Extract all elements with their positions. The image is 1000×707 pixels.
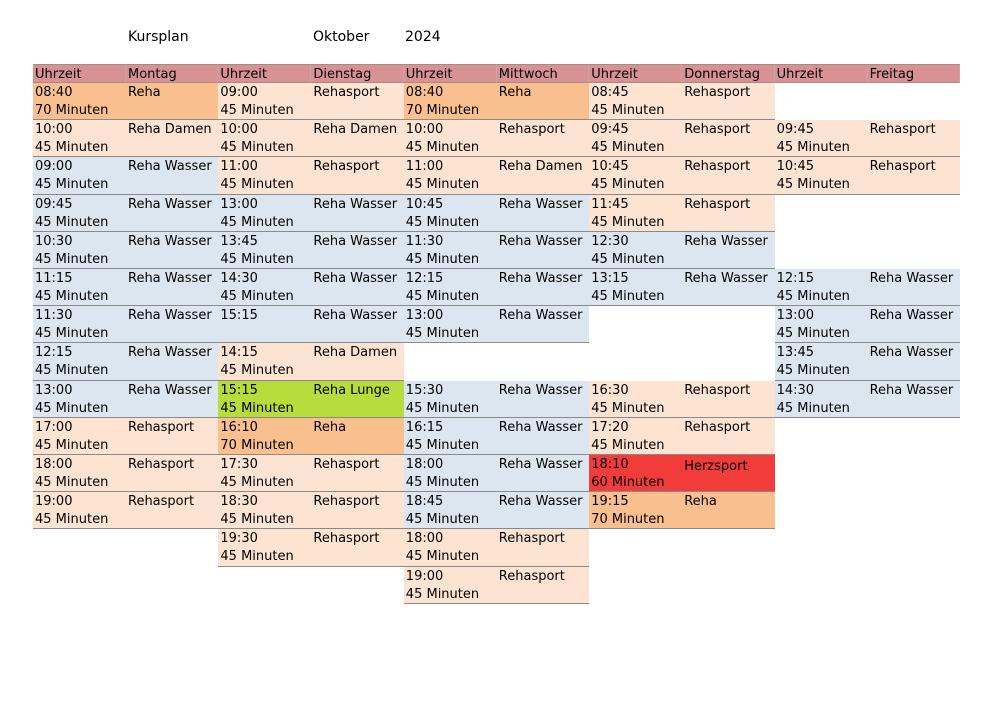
slot-time: 09:00 [35, 159, 73, 175]
slot-course-name: Reha Wasser [498, 271, 583, 286]
slot-time: 19:15 [591, 494, 629, 510]
slot-duration: 45 Minuten [591, 437, 665, 453]
slot-time: 19:00 [35, 494, 73, 510]
slot-time: 16:30 [591, 382, 629, 398]
slot-duration: 45 Minuten [776, 140, 850, 156]
slot-duration: 45 Minuten [405, 400, 480, 416]
slot-duration: 45 Minuten [35, 140, 109, 156]
slot-course-name: Reha Damen [498, 159, 583, 175]
slot-duration: 45 Minuten [220, 512, 294, 528]
slot-time: 10:00 [220, 122, 258, 138]
slot-duration: 45 Minuten [405, 326, 480, 342]
course-slot [218, 83, 403, 120]
slot-course-name: Rehasport [313, 494, 380, 510]
slot-duration: 45 Minuten [776, 177, 850, 193]
course-slot [589, 120, 774, 157]
slot-time: 10:30 [35, 233, 73, 249]
slot-course-name: Reha Wasser [498, 494, 583, 510]
slot-time: 13:00 [35, 382, 73, 398]
slot-time: 12:15 [405, 271, 444, 286]
slot-course-name: Reha Wasser [128, 308, 212, 324]
slot-duration: 45 Minuten [35, 512, 109, 528]
slot-time: 10:45 [776, 159, 815, 175]
column-header-time: Uhrzeit [33, 64, 126, 83]
slot-course-name: Reha Wasser [313, 196, 398, 212]
slot-time: 18:45 [405, 494, 444, 510]
slot-time: 10:45 [405, 196, 444, 212]
slot-duration: 45 Minuten [35, 177, 109, 193]
slot-duration: 45 Minuten [220, 475, 294, 490]
slot-time: 13:45 [776, 345, 815, 361]
course-slot [589, 381, 774, 418]
course-slot [589, 418, 774, 455]
course-slot [33, 418, 218, 455]
slot-course-name: Reha [128, 85, 161, 100]
page-title: Kursplan [128, 29, 189, 45]
slot-duration: 45 Minuten [220, 214, 294, 230]
course-slot [404, 455, 589, 492]
slot-course-name: Rehasport [684, 382, 751, 398]
slot-course-name: Reha Wasser [128, 345, 212, 361]
slot-course-name: Reha [313, 419, 347, 435]
slot-duration: 45 Minuten [405, 251, 480, 267]
slot-time: 10:45 [591, 159, 629, 175]
slot-course-name: Reha Lunge [313, 382, 390, 398]
slot-course-name: Reha Wasser [313, 271, 398, 286]
slot-course-name: Rehasport [869, 159, 936, 175]
slot-duration: 70 Minuten [35, 103, 109, 118]
course-slot [404, 567, 589, 604]
slot-duration: 45 Minuten [591, 140, 665, 156]
slot-duration: 45 Minuten [220, 251, 294, 267]
slot-course-name: Reha Wasser [869, 345, 954, 361]
slot-course-name: Rehasport [684, 122, 751, 138]
slot-time: 13:45 [220, 233, 258, 249]
slot-duration: 45 Minuten [35, 289, 109, 304]
slot-course-name: Reha Wasser [684, 233, 768, 249]
slot-time: 14:30 [776, 382, 815, 398]
slot-duration: 70 Minuten [220, 437, 294, 453]
slot-time: 14:15 [220, 345, 258, 361]
slot-time: 08:45 [591, 85, 629, 100]
course-schedule-grid [33, 64, 960, 604]
slot-course-name: Reha Wasser [128, 159, 212, 175]
course-slot [218, 455, 403, 492]
slot-course-name: Reha Wasser [498, 419, 583, 435]
slot-time: 18:00 [405, 457, 444, 472]
course-slot [404, 418, 589, 455]
slot-course-name: Reha Wasser [498, 457, 583, 472]
slot-course-name: Rehasport [498, 122, 565, 138]
slot-course-name: Reha [684, 494, 717, 510]
slot-time: 16:10 [220, 419, 258, 435]
slot-duration: 45 Minuten [591, 214, 665, 230]
column-header-time: Uhrzeit [589, 64, 682, 83]
course-slot [218, 343, 403, 380]
course-slot [33, 455, 218, 492]
slot-time: 09:45 [591, 122, 629, 138]
slot-course-name: Reha Wasser [869, 308, 954, 324]
slot-time: 12:30 [591, 233, 629, 249]
slot-course-name: Reha Damen [313, 122, 398, 138]
slot-time: 15:30 [405, 382, 444, 398]
slot-course-name: Rehasport [684, 419, 751, 435]
course-slot [404, 195, 589, 232]
slot-course-name: Reha Wasser [684, 271, 768, 286]
slot-duration: 45 Minuten [776, 326, 850, 342]
slot-time: 09:45 [35, 196, 73, 212]
slot-course-name: Rehasport [684, 196, 751, 212]
slot-duration: 45 Minuten [35, 251, 109, 267]
course-slot [775, 120, 960, 157]
slot-time: 17:30 [220, 457, 258, 472]
course-slot [218, 269, 403, 306]
slot-time: 18:30 [220, 494, 258, 510]
slot-time: 11:00 [220, 159, 258, 175]
column-header-day: Freitag [868, 64, 960, 83]
course-slot [404, 381, 589, 418]
slot-course-name: Herzsport [684, 459, 748, 474]
course-slot [33, 306, 218, 343]
slot-time: 11:30 [405, 233, 444, 249]
slot-time: 15:15 [220, 308, 258, 324]
slot-time: 13:00 [405, 308, 444, 324]
slot-time: 10:00 [35, 122, 73, 138]
course-slot [775, 381, 960, 418]
slot-duration: 45 Minuten [35, 363, 109, 379]
slot-duration: 45 Minuten [220, 549, 294, 565]
slot-duration: 45 Minuten [405, 214, 480, 230]
slot-duration: 45 Minuten [35, 437, 109, 453]
slot-time: 08:40 [405, 85, 444, 100]
course-slot [218, 492, 403, 529]
course-slot [589, 455, 774, 492]
slot-time: 09:45 [776, 122, 815, 138]
slot-time: 19:00 [405, 568, 444, 584]
slot-course-name: Reha Wasser [498, 308, 583, 324]
course-slot [218, 306, 403, 343]
slot-time: 11:30 [35, 308, 73, 324]
slot-duration: 45 Minuten [220, 363, 294, 379]
slot-course-name: Rehasport [128, 494, 195, 510]
slot-time: 08:40 [35, 85, 73, 100]
slot-time: 15:15 [220, 382, 258, 398]
slot-course-name: Reha Wasser [128, 382, 212, 398]
slot-time: 16:15 [405, 419, 444, 435]
course-slot [589, 232, 774, 269]
column-header-day: Mittwoch [497, 64, 589, 83]
slot-time: 12:15 [776, 271, 815, 286]
slot-time: 09:00 [220, 85, 258, 100]
slot-duration: 45 Minuten [220, 140, 294, 156]
slot-course-name: Rehasport [313, 159, 380, 175]
course-slot [33, 269, 218, 306]
course-slot [589, 269, 774, 306]
column-header-day: Donnerstag [682, 64, 774, 83]
course-slot [775, 343, 960, 380]
course-slot [218, 232, 403, 269]
slot-time: 17:20 [591, 419, 629, 435]
course-slot [33, 232, 218, 269]
course-slot [33, 120, 218, 157]
slot-duration: 70 Minuten [591, 512, 665, 528]
course-slot [775, 157, 960, 194]
course-slot [404, 269, 589, 306]
slot-duration: 45 Minuten [591, 289, 665, 304]
slot-duration: 45 Minuten [35, 475, 109, 490]
course-slot [589, 195, 774, 232]
slot-time: 13:00 [220, 196, 258, 212]
slot-course-name: Reha Damen [128, 122, 212, 138]
course-slot [218, 120, 403, 157]
slot-course-name: Rehasport [313, 531, 380, 547]
slot-course-name: Rehasport [498, 568, 565, 584]
slot-duration: 45 Minuten [220, 289, 294, 304]
slot-duration: 70 Minuten [405, 103, 480, 118]
course-slot [589, 83, 774, 120]
slot-time: 17:00 [35, 419, 73, 435]
slot-duration: 45 Minuten [776, 289, 850, 304]
slot-duration: 45 Minuten [220, 177, 294, 193]
slot-duration: 45 Minuten [776, 363, 850, 379]
course-slot [33, 343, 218, 380]
slot-course-name: Rehasport [313, 85, 380, 100]
slot-course-name: Reha Wasser [313, 308, 398, 324]
slot-time: 19:30 [220, 531, 258, 547]
slot-course-name: Rehasport [313, 457, 380, 472]
slot-course-name: Reha Wasser [128, 196, 212, 212]
slot-course-name: Reha Wasser [313, 233, 398, 249]
course-slot [218, 418, 403, 455]
slot-course-name: Rehasport [684, 85, 751, 100]
course-slot [33, 83, 218, 120]
slot-duration: 45 Minuten [591, 177, 665, 193]
course-slot [404, 492, 589, 529]
slot-time: 11:00 [405, 159, 444, 175]
column-header-day: Dienstag [311, 64, 403, 83]
slot-time: 18:10 [591, 457, 629, 472]
course-slot [404, 157, 589, 194]
course-slot [33, 381, 218, 418]
column-header-time: Uhrzeit [775, 64, 868, 83]
slot-course-name: Reha Wasser [498, 233, 583, 249]
slot-duration: 45 Minuten [405, 289, 480, 304]
course-slot [775, 269, 960, 306]
slot-course-name: Reha Wasser [869, 271, 954, 286]
slot-time: 10:00 [405, 122, 444, 138]
slot-time: 18:00 [35, 457, 73, 472]
slot-course-name: Rehasport [128, 457, 195, 472]
slot-duration: 45 Minuten [776, 400, 850, 416]
course-slot [404, 232, 589, 269]
slot-duration: 45 Minuten [405, 177, 480, 193]
slot-time: 13:15 [591, 271, 629, 286]
slot-time: 12:15 [35, 345, 73, 361]
slot-course-name: Rehasport [684, 159, 751, 175]
column-header-day: Montag [126, 64, 218, 83]
slot-course-name: Reha Wasser [498, 382, 583, 398]
slot-time: 11:15 [35, 271, 73, 286]
slot-duration: 45 Minuten [35, 214, 109, 230]
slot-time: 13:00 [776, 308, 815, 324]
course-slot [404, 120, 589, 157]
course-slot [33, 157, 218, 194]
slot-course-name: Rehasport [498, 531, 565, 547]
course-slot [404, 306, 589, 343]
month-label: Oktober [313, 29, 370, 45]
course-slot [589, 492, 774, 529]
slot-course-name: Reha Wasser [498, 196, 583, 212]
slot-duration: 45 Minuten [35, 326, 109, 342]
slot-duration: 45 Minuten [405, 549, 480, 565]
slot-duration: 45 Minuten [405, 437, 480, 453]
course-slot [218, 381, 403, 418]
slot-time: 11:45 [591, 196, 629, 212]
column-header-time: Uhrzeit [218, 64, 311, 83]
course-slot [218, 529, 403, 566]
course-slot [33, 492, 218, 529]
slot-duration: 45 Minuten [591, 251, 665, 267]
slot-course-name: Reha Wasser [869, 382, 954, 398]
slot-duration: 45 Minuten [405, 475, 480, 490]
slot-duration: 45 Minuten [35, 400, 109, 416]
course-slot [775, 306, 960, 343]
slot-course-name: Reha Damen [313, 345, 398, 361]
course-slot [218, 195, 403, 232]
course-slot [589, 157, 774, 194]
slot-course-name: Reha [498, 85, 532, 100]
slot-duration: 45 Minuten [405, 512, 480, 528]
course-slot [404, 529, 589, 566]
course-slot [33, 195, 218, 232]
slot-duration: 45 Minuten [405, 586, 480, 602]
column-header-time: Uhrzeit [404, 64, 497, 83]
slot-course-name: Reha Wasser [128, 271, 212, 286]
slot-time: 14:30 [220, 271, 258, 286]
slot-time: 18:00 [405, 531, 444, 547]
slot-duration: 60 Minuten [591, 475, 665, 490]
slot-duration: 45 Minuten [591, 400, 665, 416]
course-slot [218, 157, 403, 194]
slot-course-name: Rehasport [128, 419, 195, 435]
slot-duration: 45 Minuten [591, 103, 665, 118]
year-label: 2024 [405, 29, 441, 45]
slot-duration: 45 Minuten [220, 400, 294, 416]
slot-course-name: Reha Wasser [128, 233, 212, 249]
course-slot [404, 83, 589, 120]
slot-course-name: Rehasport [869, 122, 936, 138]
slot-duration: 45 Minuten [220, 103, 294, 118]
slot-duration: 45 Minuten [405, 140, 480, 156]
